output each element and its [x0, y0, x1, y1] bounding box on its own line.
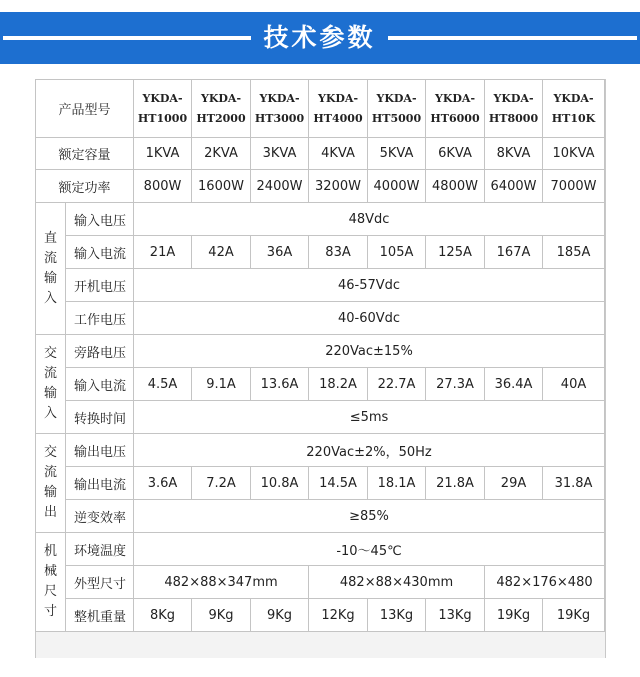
- banner-divider-right: [388, 36, 637, 40]
- value-cell: 27.3A: [426, 368, 485, 401]
- model-cell: YKDA- HT1000: [134, 80, 192, 138]
- capacity-label: 额定容量: [36, 138, 134, 170]
- value-cell: 19Kg: [485, 599, 543, 632]
- model-cell: YKDA- HT8000: [485, 80, 543, 138]
- group-dc-input: 直 流 输 入: [36, 203, 66, 335]
- dimensions-value: 482×88×430mm: [309, 566, 485, 599]
- value-cell: 18.2A: [309, 368, 368, 401]
- value-cell: 36A: [251, 236, 309, 269]
- row-capacity: [36, 138, 605, 170]
- value-cell: 5KVA: [368, 138, 426, 170]
- value-cell: 9Kg: [251, 599, 309, 632]
- model-label: 产品型号: [36, 80, 134, 138]
- row-temperature: [36, 533, 605, 566]
- model-cell: YKDA- HT2000: [192, 80, 251, 138]
- model-cell: YKDA- HT3000: [251, 80, 309, 138]
- value-cell: 7000W: [543, 170, 605, 203]
- model-cell: YKDA- HT6000: [426, 80, 485, 138]
- row-weight: [36, 599, 605, 632]
- value-cell: 10KVA: [543, 138, 605, 170]
- value-cell: 6400W: [485, 170, 543, 203]
- power-label: 额定功率: [36, 170, 134, 203]
- dc-current-label: 输入电流: [66, 236, 134, 269]
- value-cell: 13.6A: [251, 368, 309, 401]
- ac-transfer-label: 转换时间: [66, 401, 134, 434]
- value-cell: 9.1A: [192, 368, 251, 401]
- dc-voltage-value: 48Vdc: [134, 203, 605, 236]
- value-cell: 13Kg: [426, 599, 485, 632]
- dc-voltage-label: 输入电压: [66, 203, 134, 236]
- model-cell: YKDA- HT10K: [543, 80, 605, 138]
- dimensions-label: 外型尺寸: [66, 566, 134, 599]
- value-cell: 4000W: [368, 170, 426, 203]
- row-ac-transfer: [36, 401, 605, 434]
- row-dc-startup: [36, 269, 605, 302]
- dc-startup-value: 46-57Vdc: [134, 269, 605, 302]
- out-voltage-label: 输出电压: [66, 434, 134, 467]
- value-cell: 40A: [543, 368, 605, 401]
- value-cell: 8Kg: [134, 599, 192, 632]
- row-out-voltage: [36, 434, 605, 467]
- temperature-label: 环境温度: [66, 533, 134, 566]
- value-cell: 4800W: [426, 170, 485, 203]
- value-cell: 125A: [426, 236, 485, 269]
- value-cell: 21A: [134, 236, 192, 269]
- value-cell: 12Kg: [309, 599, 368, 632]
- value-cell: 1KVA: [134, 138, 192, 170]
- section-title: 技术参数: [263, 23, 376, 52]
- value-cell: 167A: [485, 236, 543, 269]
- value-cell: 1600W: [192, 170, 251, 203]
- value-cell: 36.4A: [485, 368, 543, 401]
- out-efficiency-value: ≥85%: [134, 500, 605, 533]
- ac-current-label: 输入电流: [66, 368, 134, 401]
- row-dc-current: [36, 236, 605, 269]
- dimensions-value: 482×88×347mm: [134, 566, 309, 599]
- value-cell: 2KVA: [192, 138, 251, 170]
- ac-transfer-value: ≤5ms: [134, 401, 605, 434]
- spec-table: [35, 79, 605, 632]
- out-efficiency-label: 逆变效率: [66, 500, 134, 533]
- row-dc-working: [36, 302, 605, 335]
- section-banner: [0, 12, 640, 64]
- value-cell: 800W: [134, 170, 192, 203]
- value-cell: 83A: [309, 236, 368, 269]
- row-power: [36, 170, 605, 203]
- temperature-value: -10～45℃: [134, 533, 605, 566]
- value-cell: 14.5A: [309, 467, 368, 500]
- weight-label: 整机重量: [66, 599, 134, 632]
- row-ac-current: [36, 368, 605, 401]
- value-cell: 3200W: [309, 170, 368, 203]
- value-cell: 42A: [192, 236, 251, 269]
- value-cell: 9Kg: [192, 599, 251, 632]
- value-cell: 4.5A: [134, 368, 192, 401]
- row-out-current: [36, 467, 605, 500]
- value-cell: 2400W: [251, 170, 309, 203]
- value-cell: 105A: [368, 236, 426, 269]
- dimensions-value: 482×176×480: [485, 566, 605, 599]
- ac-bypass-label: 旁路电压: [66, 335, 134, 368]
- value-cell: 7.2A: [192, 467, 251, 500]
- dc-working-value: 40-60Vdc: [134, 302, 605, 335]
- value-cell: 18.1A: [368, 467, 426, 500]
- group-ac-output: 交 流 输 出: [36, 434, 66, 533]
- value-cell: 31.8A: [543, 467, 605, 500]
- value-cell: 13Kg: [368, 599, 426, 632]
- value-cell: 10.8A: [251, 467, 309, 500]
- value-cell: 3.6A: [134, 467, 192, 500]
- value-cell: 185A: [543, 236, 605, 269]
- dc-working-label: 工作电压: [66, 302, 134, 335]
- row-model: [36, 80, 605, 138]
- value-cell: 29A: [485, 467, 543, 500]
- row-dc-voltage: [36, 203, 605, 236]
- dc-startup-label: 开机电压: [66, 269, 134, 302]
- value-cell: 19Kg: [543, 599, 605, 632]
- out-voltage-value: 220Vac±2%，50Hz: [134, 434, 605, 467]
- group-ac-input: 交 流 输 入: [36, 335, 66, 434]
- value-cell: 21.8A: [426, 467, 485, 500]
- model-cell: YKDA- HT5000: [368, 80, 426, 138]
- value-cell: 4KVA: [309, 138, 368, 170]
- value-cell: 8KVA: [485, 138, 543, 170]
- out-current-label: 输出电流: [66, 467, 134, 500]
- ac-bypass-value: 220Vac±15%: [134, 335, 605, 368]
- banner-divider-left: [3, 36, 251, 40]
- model-cell: YKDA- HT4000: [309, 80, 368, 138]
- value-cell: 3KVA: [251, 138, 309, 170]
- value-cell: 22.7A: [368, 368, 426, 401]
- row-dimensions: [36, 566, 605, 599]
- row-ac-bypass: [36, 335, 605, 368]
- value-cell: 6KVA: [426, 138, 485, 170]
- row-out-efficiency: [36, 500, 605, 533]
- group-mechanical: 机 械 尺 寸: [36, 533, 66, 632]
